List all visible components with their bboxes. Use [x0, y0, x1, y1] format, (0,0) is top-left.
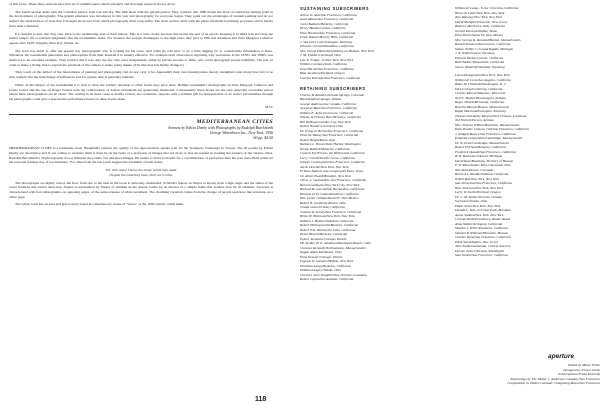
subscriber-name: Beatrice Merrin/La Jolla, California: [455, 24, 505, 28]
subscriber-name: Morley & Frances Barr/Berkeley, California: [300, 115, 361, 119]
subscriber-name: Stephen P. Whitman/Honolulu, Hawaii: [455, 230, 508, 235]
colophon-line: Designed by Ernest Gresh: [563, 367, 600, 372]
subscriber-name: Bill Bollinger/Garden City, New York: [300, 119, 351, 124]
subscriber-name: Sam Silverman/San Francisco, California: [455, 181, 512, 185]
subscriber-name: Henry B. Lazer/New York, New York: [455, 10, 505, 15]
subscriber-name: Barbara L. Brown/Deer Harbor, Washington: [300, 142, 361, 146]
subscriber-name: Robert Wm. Holmes/La Jolla, California: [300, 227, 356, 232]
subscriber-name: J. M. Fielder/Cleveland, Ohio: [300, 53, 341, 57]
signature: M.W.: [265, 104, 273, 109]
subscriber-name: Larry W. Smith/Portland, Oregon: [455, 190, 501, 194]
subscriber-name: Mr. & Mrs. H. E. Jakobsen/Manhattan Beach, Calif.: [300, 241, 372, 245]
subscriber-name: El Paso Natural Gas Company/El Paso, Texas: [300, 169, 364, 173]
subscriber-name: Ralph Moerland/Lexington, Kentucky: [455, 109, 507, 113]
body-paragraph: While on the subject of the Gernsheims it is well to draw the readers' attention to other books they have done. Helmut Gernsheim's monographs on Julia Margaret Cameron and Lewis Carrol and the one on Roger Fenton with the collaboration of Alison Gernsheim are generously illustrated. Consequently these books are the only generally accessible places where these photographers are all about. The writing in all three cases is mainly factual, also extensive. Anyone with a brilliant gift for interpretation of an artist's personalities through his photographs could give a spectacular performance based on these books alone.: [9, 82, 273, 101]
page-number: 118: [255, 396, 267, 403]
subscriber-name: Mrs. George R. Rowland/Boston, Massachusetts: [455, 37, 521, 42]
subscriber-name: Thomas and Audry Murphy/New Orleans, Louisiana: [455, 113, 527, 118]
subscriber-name: Nile Root/Denver, Colorado: [455, 167, 494, 172]
subscriber-name: Rosaria Masson/Boston, Massachusetts: [455, 104, 509, 109]
subscriber-name: Robert Layton/San Andreas, California: [300, 277, 354, 281]
subscriber-name: Charles B. Abbott/Colorado Springs, Colorado: [300, 92, 365, 97]
subscriber-name: Aaron Suskind/New York, New York: [455, 212, 504, 217]
colophon: [468, 363, 600, 386]
subscriber-name: Steven Woodruff/Sheridan, Wyoming: [455, 64, 505, 69]
subscriber-name: Howard Grier-Gates/Alhambra, California: [300, 191, 359, 196]
subscriber-name: Stephen J. White/Pasadena, California: [455, 226, 508, 230]
subscriber-name: Robert Bright/Rome, Italy: [300, 137, 336, 142]
subscriber-name: Sol Sotere/Toledo, Ohio: [455, 199, 488, 203]
sustaining-heading: SUSTAINING SUBSCRIBERS: [300, 6, 370, 11]
subscriber-name: J. Van Dorn Cole/Lexington, Kentucky: [300, 39, 353, 44]
subscriber-name: Egbert Jacobson/Chicago, Illinois: [300, 236, 347, 241]
subscriber-name: Joseph P. Bahr/San Francisco, California: [300, 106, 357, 110]
review-paragraph: The whole book has an ease and grace rarely found in contemporary books of "views" as the 19th Century called them.: [15, 202, 185, 207]
colophon-line: Edited by Minor White: [568, 363, 600, 367]
body-paragraph: The book has much to offer the present day photographer who is looking for his roots. And while he will have to do a little digging for it, considerable information is there. Whenever the Gernsheims generalize and philosophize from their material it is usually effective. For example their observation regarding why portraiture in the 1870's and 1880's was mediocre is an excellent example. They noticed that it was only the few who were independent, either by private income or fame, who could photograph people truthfully. The rest, in order to make a living, had to exploit the penchant of the camera to make pretty masks. (The situation has hardly changed.): [9, 48, 273, 67]
subscriber-name: Henry Blanke/Corona, California: [300, 26, 346, 30]
subscriber-name: Dr. Irving N. Berlin/San Francisco, California: [300, 128, 364, 133]
subscriber-name: Alma Walker/Arlington, California: [455, 221, 503, 226]
subscriber-name: Dr. W. Pratt/Cambridge, Massachusetts: [455, 140, 509, 145]
subscriber-name: Paul Harrell/San Francisco, California: [300, 66, 354, 71]
subscriber-name: Edward Creswell/Pasadena, California: [300, 44, 354, 48]
subscriber-name: Edith Wynd/Naples, New Jersey: [455, 239, 499, 244]
section-divider: [9, 114, 273, 115]
subscriber-name: Richard M. Garrod/San Bernardino, California: [300, 187, 365, 191]
subscriber-name: William R. Lange, Jr./La Crescenta, California: [455, 6, 519, 10]
subscriber-name: Donald L. Tale, Jr./Great Falls, Montana: [455, 208, 511, 212]
subscriber-name: Sam Zemels/San Francisco, California: [455, 253, 508, 257]
subscriber-name: Imogen Cunningham/San Francisco, California: [300, 160, 365, 164]
subscriber-name: Polaroid Corporation/Cambridge, Massachusetts: [455, 136, 523, 140]
review-subtitle: Sonnets by Edwin Denby with Photographs by Rudolph Burckhardt: [168, 126, 273, 131]
colophon-line: Composition by Haller-Garbade Composing Room/San Francisco: [507, 381, 600, 386]
subscriber-name: Donner Zeiner/Tacoma, Washington: [455, 248, 505, 253]
review-publisher: George Wittenborn Inc., New York, 1956: [209, 131, 273, 136]
subscriber-name: Baker W. Littlehale/Washington, D. C.: [455, 82, 507, 86]
subscriber-name: Russell Solomon/Sacramento, California: [455, 42, 511, 46]
subscriber-name: William J. Hollyer/Oakland, California: [300, 218, 354, 223]
subscriber-name: Rose Sherman/New York, New York: [455, 185, 504, 190]
subscriber-name: Dick Loring/Lordsburg, California: [455, 86, 503, 91]
subscriber-name: Tom Maloney/New York, New York: [455, 15, 503, 19]
subscriber-name: Coleton D. Greely/San Francisco, California: [300, 209, 362, 214]
subscriber-name: Neil E. Mathes/Bloomington, Indiana: [455, 95, 506, 100]
subscriber-name: Clarence John Laughlin/New Orleans, Louisiana: [300, 272, 367, 277]
subscriber-name: William Langley/Toledo, Ohio: [300, 268, 341, 272]
subscriber-name: Charles Wong/San Francisco, California: [455, 235, 511, 239]
subscriber-name: William Gresham/Lodi, California: [300, 62, 347, 66]
subscriber-name: William E. Aylor/Livermore, California: [300, 110, 354, 115]
subscriber-name: Arthur D. Abel/San Francisco, California: [300, 12, 357, 17]
subscriber-name: Frederick Quandt/San Francisco, California: [455, 149, 516, 154]
subscriber-name: Charles Marvel/Waunaue, Wisconsin: [455, 91, 506, 95]
subscriber-name: David McAlpin/Princeton, New Jersey: [455, 19, 508, 24]
subscriber-name: Gerard Petrasyk/Dallas, Texas: [455, 28, 497, 33]
subscriber-name: Wynne Bullock/Monterey, California: [300, 146, 350, 151]
subscriber-name: Eugenie N. Lampert/Buffalo, New York: [300, 259, 353, 263]
subscriber-name: Carol Baldwin/Berkeley, California: [300, 21, 349, 26]
subscriber-name: Emily Bunker/Beverly Hills, California: [300, 35, 354, 39]
subscriber-name: Awal Adams/San Francisco, California: [300, 17, 354, 21]
subscriber-name: Ethel M. Blakey/San Francisco, California: [300, 133, 359, 137]
retaining-heading: RETAINING SUBSCRIBERS: [300, 86, 366, 91]
subscriber-name: Dr. C. M. Spitzer/Toronto, Canada: [455, 194, 502, 199]
body-paragraph: The fourth section deals with the collodion period, both wet and dry. The fifth deals with the gelatin period. They consider that 1880 marks the most revolutionary turning point in the development of photography. The gelatin emulsion was introduced in this year and photography for everyone began. They point out the advantages of bantam pushing and do not neglect the deterioration of taste that it brought about and from which photography must long suffer. The sixth section deals with the photo-mechanical printing processes and is hardly more than a mention.: [9, 9, 273, 28]
subscriber-name: Robert Bender/Cleveland, Ohio: [300, 124, 344, 128]
review-price: 60 pp. $4.50: [253, 136, 273, 141]
subscriber-name: Elma Krauter/Chicago, Illinois: [300, 254, 343, 259]
subscriber-list-continued: [455, 6, 605, 258]
subscriber-name: Robert Hollingsworth/Berkeley, California: [300, 223, 359, 227]
subscriber-name: Ted Nichols/Tucson, Arizona: [455, 118, 494, 122]
subscriber-name: F. W. Rhinelander, M.D./Cleveland, Ohio: [455, 163, 511, 167]
subscriber-name: Barrett Gallagher/New York City, New York: [300, 182, 360, 187]
subscriber-name: J. R. Willis/Graton, Wyoming: [455, 51, 495, 55]
subscriber-name: Jalie Zadik/Guatemala, Central America: [455, 244, 511, 248]
subscriber-name: Ellen Brenton/San Francisco, California: [300, 30, 356, 35]
subscriber-name: Chalfa Gotes/Orinda, California: [300, 205, 345, 209]
subscriber-name: William R. Levin/Los Angeles, California: [455, 77, 511, 82]
subscriber-name: Larry Colwell/Pacific Grove, California: [300, 155, 355, 160]
subscriber-name: Stuber, Wilbur C./Grand Rapids, Michigan: [455, 46, 514, 51]
subscriber-name: H. R. Rainwater/Detroit, Michigan: [455, 154, 503, 158]
subscriber-name: Dr. Albert Ewald/Brooklyn, New York: [300, 173, 351, 178]
subscriber-name: Roger Minick/Richmond, California: [455, 100, 505, 104]
subscriber-name: Edward Weston/Carmel, California: [455, 55, 504, 60]
subscriber-name: Laurinn Kennedy/San Francisco, California: [300, 75, 361, 80]
subscriber-name: Conrad Vireki/Providence, Rhode Island: [455, 217, 511, 221]
subscriber-name: Dorothea Lange/Berkeley, California: [300, 263, 351, 268]
subscriber-name: Camera Eye/Fresno, the Hollywood, California: [300, 151, 365, 155]
sustaining-list: [300, 13, 452, 81]
subscriber-name: Kappa Alpha Mu/Mount, Ohio: [300, 250, 342, 254]
subscriber-name: Jacob Deschin/New York, New York: [300, 164, 349, 169]
subscriber-name: Willett Rutt/New York, New York: [455, 176, 499, 181]
subscriber-name: Ruth Walker/Watsonville, California: [455, 60, 505, 64]
body-paragraph: of this focus. These three sections have that air of definitiveness which scholarly and thorough research always gives.: [9, 2, 176, 6]
subscriber-name: Helen H. Holbrook/New York, New York: [300, 214, 355, 218]
colophon-line: Subscriptions/Freda Kennedy: [558, 372, 600, 377]
subscriber-name: Robert B. Goodman/Athens, Ohio: [300, 200, 346, 205]
subscriber-name: Mrs. Thomas O'Hare/Brookline, Massachusetts: [455, 122, 520, 127]
review-paragraph: The photographs are highly varied, the flow from one to the next in the book is delicately modulated. St Mark's Square in Venice is shown from a high angle and the sheen of the water freshens this tourist attraction. Naples is represented by friezes of children in the streets. Ischia by an interior of a simple home that isolates love by its sureness. Syracuse is characterized with four photographs, on opposing pages, of the same expanse of white pavement. The charming variation comes from the change of people seen here like notations on a white page.: [9, 180, 273, 199]
subscriber-name: Lyle E. Fridge, Jr./New York, New York: [300, 57, 354, 62]
retaining-list: [300, 93, 452, 282]
subscribers-column-right: [455, 6, 605, 258]
subscriber-name: Harold Allen/Chicago, Illinois: [300, 97, 342, 101]
body-paragraph: It is helpful to note that they take 1914 as the terminating date of their history. This is a wise choice because that marks the end of an epoch. Keeping it in mind will also help the reader temper the occasional judgments that the Gernsheims make. For instance the serious challengers to the high place they give to Hill and Adamson and Julia Margaret Cameron appear after 1920: Stieglitz, Man Ray, Strand, etc.: [9, 31, 273, 45]
review-title: MEDITERRANEAN CITIES: [196, 119, 273, 126]
left-column: [9, 2, 273, 210]
subscribers-column-left: [300, 6, 452, 282]
subscriber-name: J. Padgett Rogers/San Francisco, California: [455, 131, 516, 136]
colophon-line: Engravings by The Walter J. Anderson Company/San Francisco: [510, 376, 600, 381]
subscriber-name: Richard L. Raudle/Oakland, California: [455, 172, 509, 176]
quote-line: Despite the mind they have, their art is mild.: [109, 172, 173, 177]
subscriber-name: Leica Photography/New York, New York: [455, 73, 510, 77]
review-paragraph: MEDITERRANEAN CITIES is a handsome book. Beautifully printed, the quality of the reproductions speaks well for the Stamperia Valdonega in Verona. The 29 poems by Edwin Denby are descriptive and if one wishes to evaluate them it must be on the basis of a profusion of images that are more or less successful in evoking the essence of the various cities. Rudolph Burckhardt's 30 photographs do not illustrate the poems, but add more images. He seems to strive no harder for a crystallization of each place than the poet does. Both artists let the personal feelings rise, if not dominate. Two lines from the last poem suggest the treatment of both artists.: [9, 146, 273, 165]
subscriber-name: Mrs. Ernest Edelin/Stroudsburg-on-Hudson, New York: [300, 48, 375, 53]
subscriber-name: Oliver L. Gagliardi/S. San Francisco, California: [300, 178, 367, 182]
subscriber-name: Park Powder Camera Club/San Francisco, California: [455, 127, 529, 131]
subscriber-name: Robert Prichard/Berkeley, California: [455, 145, 506, 149]
subscriber-name: David Rose/Honolulu, Territory of Hawaii: [455, 158, 513, 163]
quote-line: For with vapor I know the lovely world men made: [105, 168, 177, 173]
subscriber-name: Mrs. Lester Gilliam/Santa Fe, New Mexico: [300, 196, 359, 200]
subscriber-name: Edgar Stone/New York, New York: [455, 203, 501, 208]
subscriber-name: Rika Jacobsen/Portland, Oregon: [300, 71, 345, 75]
body-paragraph: They touch on the subject of the interrelation of painting and photography, but do not carry it far. Apparently their own investigations merely strengthen what many have felt to be true, namely that the interchange of influences was far greater than is generally realized.: [9, 70, 273, 80]
subscriber-name: George Anderson/La Canada, California: [300, 101, 356, 106]
subscriber-name: Clarence Kennedy/Northampton, Massachusetts: [300, 245, 366, 250]
subscriber-name: Helen Howell/Berkeley, California: [300, 232, 348, 236]
subscriber-name: Eliot Porter/Santa Fe, New Mexico: [455, 33, 503, 37]
aperture-logo: aperture: [548, 353, 575, 360]
